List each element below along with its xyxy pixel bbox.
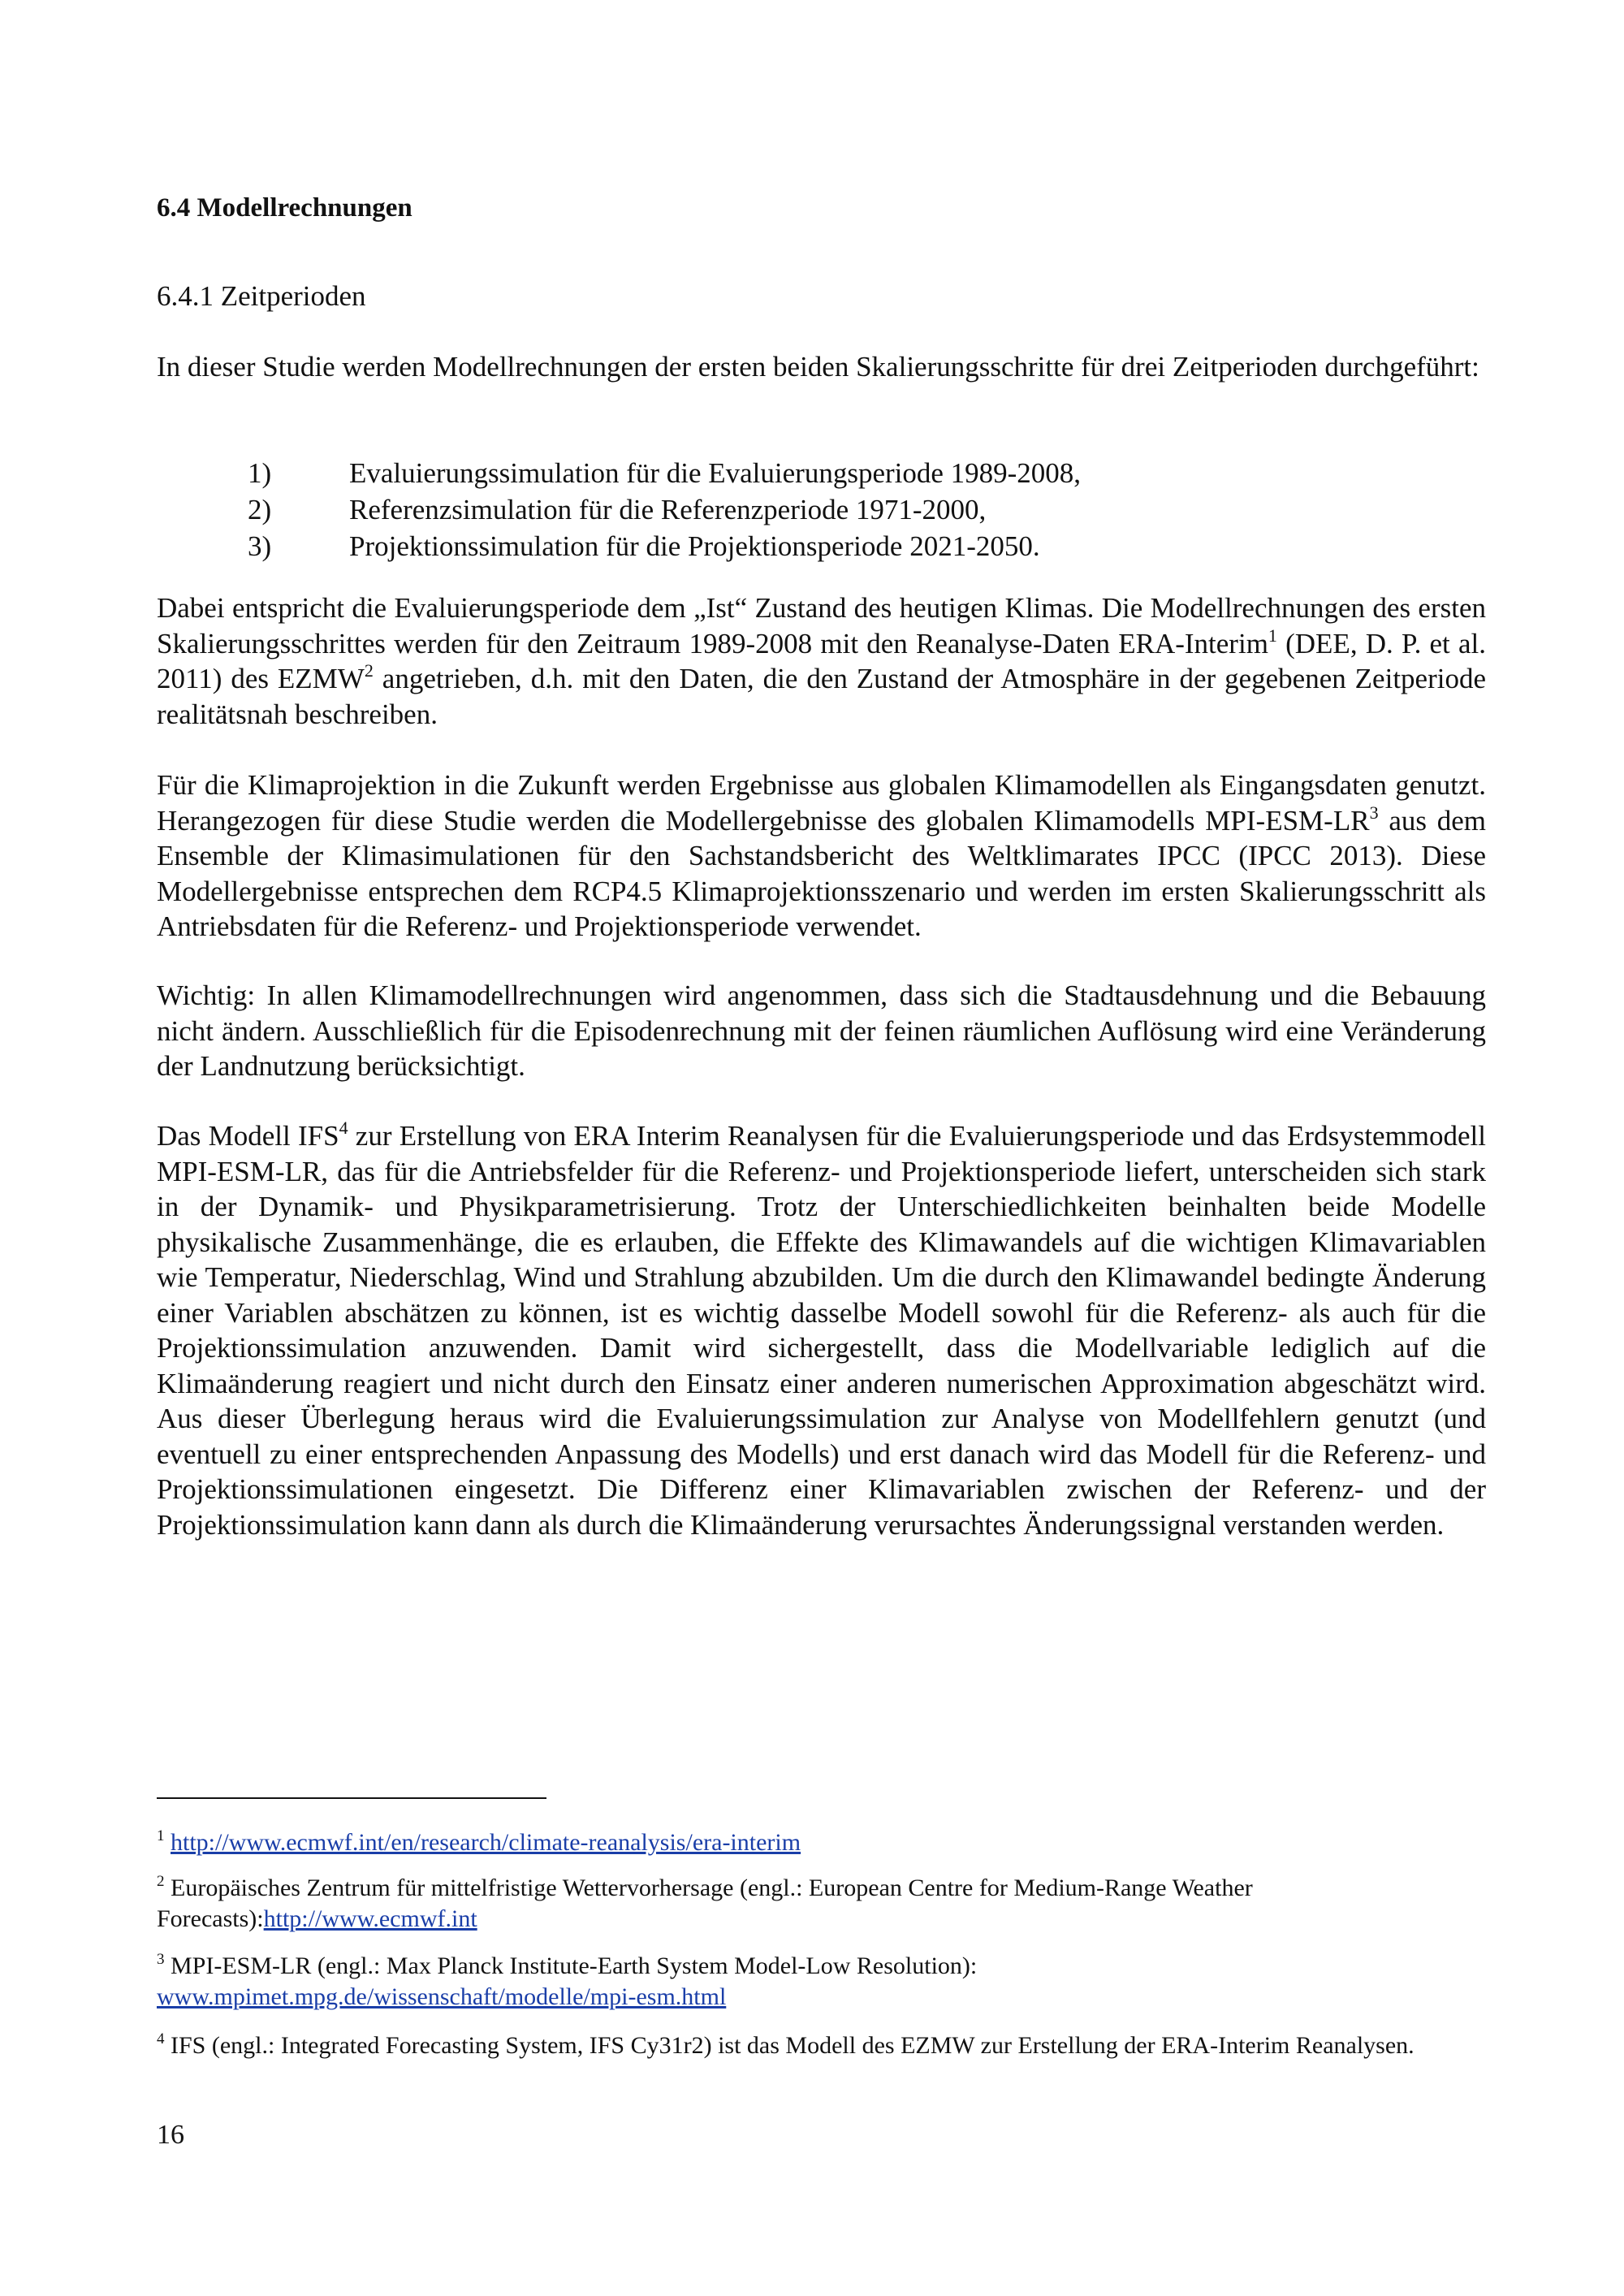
footnote-ref-3[interactable]: 3 [1369, 802, 1379, 823]
paragraph-text: (DEE, D. P. et al. 2011) des EZMW [157, 627, 1486, 694]
paragraph-models [157, 1118, 1486, 1542]
list-item-text: Referenzsimulation für die Referenzperiode 1971-2000, [349, 494, 987, 525]
footnote-ref-2[interactable]: 2 [364, 660, 374, 681]
footnote-number: 3 [157, 1951, 165, 1968]
footnote-link[interactable]: http://www.ecmwf.int/en/research/climate-reanalysis/era-interim [171, 1829, 801, 1856]
paragraph-text: Dabei entspricht die Evaluierungsperiode dem „Ist“ Zustand des heutigen Klimas. Die Modellrechnungen des ersten Skalierungsschrittes werden für den Zeitraum 1989-2008 mit den Reanalyse-Daten ERA-Interim [157, 592, 1486, 659]
list-item-number: 1) [248, 457, 272, 489]
page-number: 16 [157, 2120, 184, 2150]
footnote-4 [157, 2030, 1486, 2061]
footnote-link[interactable]: www.mpimet.mpg.de/wissenschaft/modelle/mpi-esm.html [157, 1983, 727, 2010]
footnote-text: IFS (engl.: Integrated Forecasting System, IFS Cy31r2) ist das Modell des EZMW zur Erstellung der ERA-Interim Reanalysen. [164, 2032, 1415, 2059]
paragraph-text: zur Erstellung von ERA Interim Reanalysen für die Evaluierungsperiode und das Erdsystemmodell MPI-ESM-LR, das für die Antriebsfelder für die Referenz- und Projektionsperiode liefert, unterscheiden sich stark in der Dynamik- und Physikparametrisierung. Trotz der Unterschiedlichkeiten beinhalten beide Modelle physikalische Zusammenhänge, die es erlauben, die Effekte des Klimawandels auf die wichtigen Klimavariablen wie Temperatur, Niederschlag, Wind und Strahlung abzubilden. Um die durch den Klimawandel bedingte Änderung einer Variablen abschätzen zu können, ist es wichtig dasselbe Modell sowohl für die Referenz- als auch für die Projektionssimulation anzuwenden. Damit wird sichergestellt, dass die Modellvariable lediglich auf die Klimaänderung reagiert und nicht durch den Einsatz einer anderen numerischen Approximation abgeschätzt wird. Aus dieser Überlegung heraus wird die Evaluierungssimulation zur Analyse von Modellfehlern genutzt (und eventuell zu einer entsprechenden Anpassung des Modells) und erst danach wird das Modell für die Referenz- und Projektionssimulationen eingesetzt. Die Differenz einer Klimavariablen zwischen der Referenz- und der Projektionssimulation kann dann als durch die Klimaänderung verursachtes Änderungssignal verstanden werden. [157, 1120, 1487, 1541]
footnote-2 [157, 1873, 1486, 1935]
paragraph-text: Das Modell IFS [157, 1120, 339, 1152]
footnote-number: 1 [157, 1827, 165, 1844]
paragraph-important: Wichtig: In allen Klimamodellrechnungen wird angenommen, dass sich die Stadtausdehnung und die Bebauung nicht ändern. Ausschließlich für die Episodenrechnung mit der feinen räumlichen Auflösung wird eine Veränderung der Landnutzung berücksichtigt. [157, 979, 1486, 1082]
footnote-number: 4 [157, 2030, 165, 2047]
list-item-text: Projektionssimulation für die Projektionsperiode 2021-2050. [349, 530, 1040, 562]
paragraph-text: Für die Klimaprojektion in die Zukunft werden Ergebnisse aus globalen Klimamodellen als Eingangsdaten genutzt. Herangezogen für diese Studie werden die Modellergebnisse des globalen Klimamodells MPI-ESM-LR [157, 769, 1486, 837]
list-item [248, 528, 1081, 564]
list-item-number: 3) [248, 530, 272, 562]
paragraph-text: angetrieben, d.h. mit den Daten, die den Zustand der Atmosphäre in der gegebenen Zeitperiode realitätsnah beschreiben. [157, 663, 1486, 730]
paragraph-projection [157, 767, 1486, 945]
footnote-divider [157, 1797, 546, 1799]
section-heading: 6.4 Modellrechnungen [157, 193, 412, 223]
intro-paragraph: In dieser Studie werden Modellrechnungen der ersten beiden Skalierungsschritte für drei Zeitperioden durchgeführt: [157, 351, 1479, 383]
footnote-ref-4[interactable]: 4 [339, 1118, 348, 1138]
list-item [248, 491, 1081, 528]
footnote-link[interactable]: http://www.ecmwf.int [263, 1905, 477, 1932]
period-list [248, 455, 1081, 564]
footnote-text: MPI-ESM-LR (engl.: Max Planck Institute-Earth System Model-Low Resolution): [164, 1952, 978, 1979]
footnote-3 [157, 1951, 1486, 2013]
subsection-heading: 6.4.1 Zeitperioden [157, 280, 366, 312]
paragraph-text: aus dem Ensemble der Klimasimulationen für den Sachstandsbericht des Weltklimarates IPCC (IPCC 2013). Diese Modellergebnisse entsprechen dem RCP4.5 Klimaprojektionsszenario und werden im ersten Skalierungsschritt als Antriebsdaten für die Referenz- und Projektionsperiode verwendet. [157, 804, 1486, 942]
footnote-1 [157, 1827, 1486, 1858]
paragraph-evaluation [157, 590, 1486, 732]
footnote-ref-1[interactable]: 1 [1268, 625, 1277, 646]
list-item-number: 2) [248, 494, 272, 525]
list-item [248, 455, 1081, 491]
footnote-text: Europäisches Zentrum für mittelfristige Wettervorhersage (engl.: European Centre for Medium-Range Weather Forecasts): [157, 1874, 1253, 1932]
list-item-text: Evaluierungssimulation für die Evaluierungsperiode 1989-2008, [349, 457, 1082, 489]
footnote-number: 2 [157, 1873, 165, 1890]
